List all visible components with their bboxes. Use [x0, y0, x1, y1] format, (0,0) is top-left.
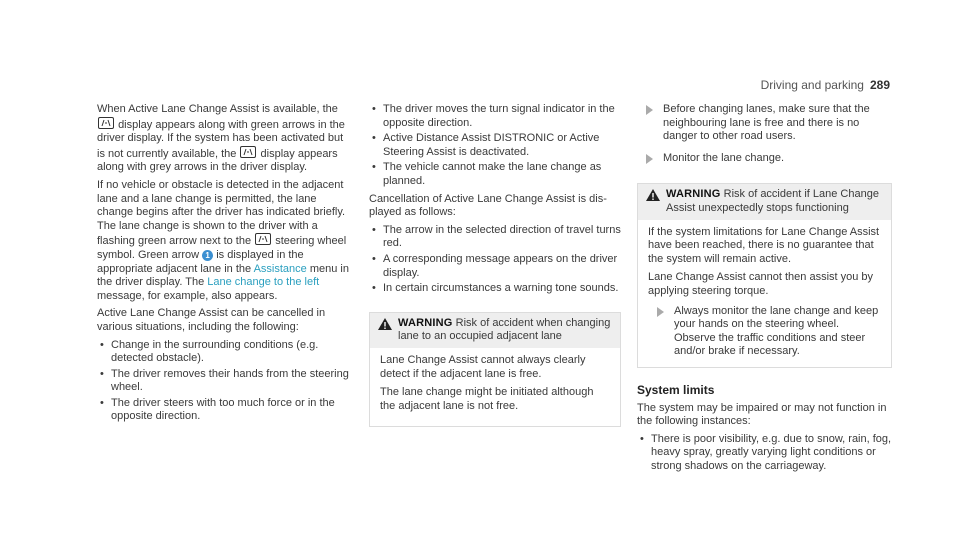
page-number: 289	[869, 78, 890, 92]
column-1	[97, 103, 349, 428]
list-item: • A corresponding message appears on the driver display.	[369, 253, 621, 280]
page-header	[761, 78, 890, 92]
list-item: • Active Distance Assist DISTRONIC or Active Steering Assist is deactivated.	[369, 132, 621, 159]
tip-arrow-icon	[646, 154, 653, 164]
warning-triangle-icon	[378, 318, 392, 330]
warning-header	[638, 184, 891, 219]
warning-body	[370, 348, 620, 426]
lane-change-icon	[255, 233, 271, 245]
column-2	[369, 103, 621, 427]
list-item: • In certain circumstances a warning tone sounds.	[369, 282, 621, 296]
tip-arrow-icon	[657, 307, 664, 317]
warning-text: Lane Change Assist cannot always clearly detect if the adjacent lane is free.	[380, 353, 586, 380]
tip-item: Before changing lanes, make sure that the neighbouring lane is free and there is no danger to other road users.	[637, 103, 892, 144]
section-heading: System limits	[637, 382, 715, 397]
warning-body	[638, 220, 891, 367]
warning-text: Lane Change Assist cannot then assist you by applying steering torque.	[648, 271, 874, 297]
list-item: • The vehicle cannot make the lane change as planned.	[369, 161, 621, 188]
lane-change-icon	[98, 117, 114, 129]
warning-label: WARNING	[398, 316, 453, 329]
warning-box	[369, 312, 621, 428]
list-item: • The driver moves the turn signal indicator in the opposite direction.	[369, 103, 621, 130]
lane-change-message: Lane change to the left	[207, 276, 320, 289]
warning-header	[370, 313, 620, 348]
tip-item: Monitor the lane change.	[637, 152, 892, 166]
paragraph-availability: When Active Lane Change Assist is available, the display appears along with green arrows in the driver display. If the system has been activated but is not currently available, the display appears along with grey arrows in the driver display.	[97, 103, 345, 174]
lane-change-icon	[240, 146, 256, 158]
tip-arrow-icon	[646, 105, 653, 115]
warning-label: WARNING	[666, 188, 721, 201]
warning-title: Risk of accident when changing lane to an occupied adjacent lane	[398, 316, 611, 343]
list-item: • There is poor visibility, e.g. due to snow, rain, fog, heavy spray, greatly varying light conditions or strong shadows on the carriageway.	[637, 433, 892, 474]
tip-item: Always monitor the lane change and keep your hands on the steering wheel. Observe the traffic conditions and steer and/or brake if necessary.	[648, 305, 881, 359]
list-item: • Change in the surrounding conditions (e.g. detected obstacle).	[97, 339, 349, 366]
callout-1-icon: 1	[202, 250, 213, 261]
warning-text: If the system limitations for Lane Change Assist have been reached, there is no guarantee that the system will remain active.	[648, 225, 880, 265]
paragraph-cancel: Active Lane Change Assist can be cancelled in various situations, including the following:	[97, 307, 326, 333]
warning-box	[637, 183, 892, 368]
cancel-list	[97, 339, 349, 425]
list-item: • The arrow in the selected direction of travel turns red.	[369, 224, 621, 251]
list-item: • The driver steers with too much force or in the opposite direction.	[97, 397, 349, 424]
limits-list	[637, 433, 892, 474]
warning-text: The lane change might be initiated although the adjacent lane is not free.	[380, 386, 594, 412]
paragraph-limits: The system may be impaired or may not function in the following instances:	[637, 401, 887, 428]
assistance-menu-link: Assistance	[253, 262, 307, 275]
warning-triangle-icon	[646, 189, 660, 201]
warning-title: Risk of accident if Lane Change Assist unexpectedly stops functioning	[666, 188, 879, 214]
section-title: Driving and parking	[760, 78, 864, 92]
display-list	[369, 224, 621, 296]
paragraph-lane-change: If no vehicle or obstacle is detected in the adjacent lane and a lane change is permitted, the lane change begins after the driver has indicated briefly. The lane change is shown to the driver with a flashing green arrow next to the steering wheel symbol. Green arrow 1 is displayed in the appropriate adjacent lane in the Assistance menu in the driver display. The Lane change to the left message, for example, also appears.	[97, 178, 349, 302]
list-item: • The driver removes their hands from the steering wheel.	[97, 368, 349, 395]
cancel-list-cont	[369, 103, 621, 189]
column-3	[637, 103, 892, 477]
paragraph-cancel-display: Cancellation of Active Lane Change Assist is displayed as follows:	[369, 192, 607, 219]
